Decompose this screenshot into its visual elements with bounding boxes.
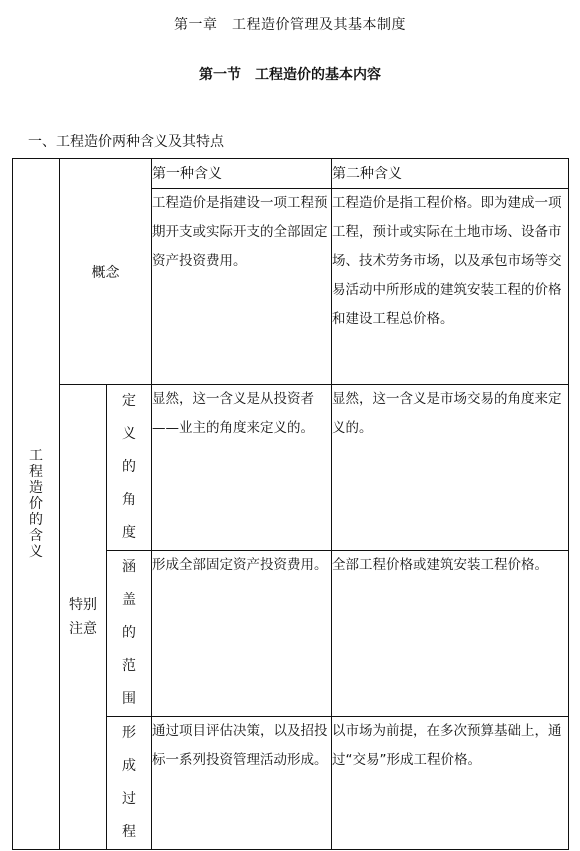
concept-second-cell: 工程造价是指工程价格。即为建成一项工程，预计或实际在土地市场、设备市场、技术劳务市场，以及承包市场等交易活动中所形成的建筑安装工程的价格和建设工程总价格。 bbox=[332, 189, 569, 385]
notes-label: 特别 注意 bbox=[69, 597, 97, 637]
concept-label-cell bbox=[60, 159, 152, 385]
chapter-title: 第一章 工程造价管理及其基本制度 bbox=[174, 17, 406, 33]
scope-second-cell: 全部工程价格或建筑安装工程价格。 bbox=[332, 551, 569, 717]
note-label-process bbox=[107, 717, 152, 850]
definition-first-cell: 显然，这一含义是从投资者——业主的角度来定义的。 bbox=[152, 385, 332, 551]
row-group-label-text: 工 程 造 价 的 含 义 bbox=[29, 448, 43, 560]
notes-label-cell bbox=[60, 385, 107, 850]
note-label-definition-text: 定 义 的 角 度 bbox=[122, 393, 136, 541]
row-group-label bbox=[13, 159, 60, 850]
scope-first-cell: 形成全部固定资产投资费用。 bbox=[152, 551, 332, 717]
note-label-process-text: 形 成 过 程 bbox=[122, 725, 136, 840]
section-title: 第一节 工程造价的基本内容 bbox=[199, 67, 381, 83]
second-meaning-header: 第二种含义 bbox=[332, 159, 569, 189]
process-first-cell: 通过项目评估决策，以及招投标一系列投资管理活动形成。 bbox=[152, 717, 332, 850]
note-label-scope-text: 涵 盖 的 范 围 bbox=[122, 559, 136, 707]
concept-label: 概念 bbox=[91, 264, 120, 281]
note-label-definition bbox=[107, 385, 152, 551]
header-row bbox=[13, 159, 569, 189]
first-meaning-header: 第一种含义 bbox=[152, 159, 332, 189]
definition-second-cell: 显然，这一含义是市场交易的角度来定义的。 bbox=[332, 385, 569, 551]
cost-meaning-table bbox=[12, 158, 569, 850]
process-second-cell: 以市场为前提，在多次预算基础上，通过“交易”形成工程价格。 bbox=[332, 717, 569, 850]
concept-first-cell: 工程造价是指建设一项工程预期开支或实际开支的全部固定资产投资费用。 bbox=[152, 189, 332, 385]
note-row-definition bbox=[13, 385, 569, 551]
note-label-scope bbox=[107, 551, 152, 717]
list-heading: 一、工程造价两种含义及其特点 bbox=[28, 134, 224, 150]
